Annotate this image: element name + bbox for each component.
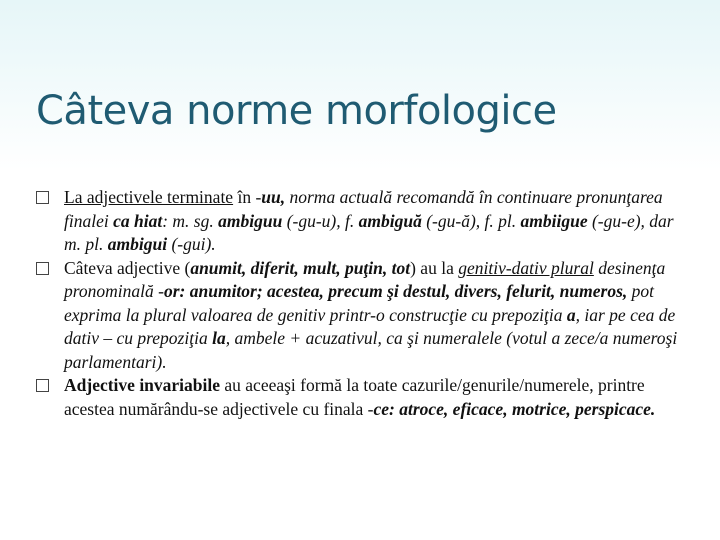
bullet-box-icon — [36, 191, 49, 204]
bullet-box-icon — [36, 262, 49, 275]
bullet-box-icon — [36, 379, 49, 392]
slide-content — [36, 186, 681, 421]
bullet-paragraph-2: Câteva adjective (anumit, diferit, mult, puţin, tot) au la genitiv-dativ plural desinenţa pronominală -or: anumitor; acestea, precum şi destul, divers, felurit, numeros, pot exprima la plural valoarea de genitiv printr-o construcţie cu prepoziţia a, iar pe cea de dativ – cu prepoziţia la, ambele + acuzativul, ca şi numeralele (votul a zece/a numeroşi parlamentari). — [36, 257, 681, 375]
bullet-paragraph-1: La adjectivele terminate în -uu, norma actuală recomandă în continuare pronunţarea finalei ca hiat: m. sg. ambiguu (-gu-u), f. ambiguă (-gu-ă), f. pl. ambiigue (-gu-e), dar m. pl. ambigui (-gui). — [36, 186, 681, 257]
slide-title: Câteva norme morfologice — [36, 88, 557, 134]
bullet-paragraph-3: Adjective invariabile au aceeaşi formă la toate cazurile/genurile/numerele, printre acestea numărându-se adjectivele cu finala -ce: atroce, eficace, motrice, perspicace. — [36, 374, 681, 421]
